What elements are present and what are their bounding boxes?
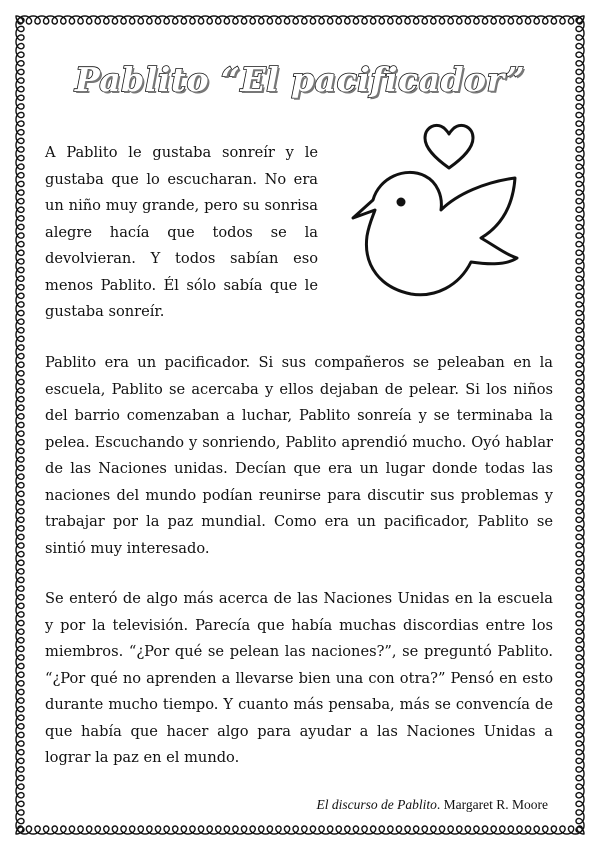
dove-body <box>353 172 517 294</box>
dove-eye <box>397 198 406 207</box>
book-author: Margaret R. Moore <box>443 797 548 812</box>
paragraph-2: Pablito era un pacificador. Si sus compañeros se peleaban en la escuela, Pablito se acercaba y ellos dejaban de pelear. Si los niños del barrio comenzaban a luchar, Pablito sonreía y se terminaba la pelea. Escuchando y sonriendo, Pablito aprendió mucho. Oyó hablar de las Naciones unidas. Decían que era un lugar donde todas las naciones del mundo podían reunirse para discutir sus problemas y trabajar por la paz mundial. Como era un pacificador, Pablito se sintió muy interesado. <box>45 354 553 557</box>
citation-separator: . <box>436 797 444 812</box>
heart-shape <box>425 125 473 168</box>
paragraph-3: Se enteró de algo más acerca de las Naciones Unidas en la escuela y por la televisión. Parecía que había muchas discordias entre los miembros. “¿Por qué se pelean las naciones?”, se preguntó Pablito. “¿Por qué no aprenden a llevarse bien una con otra?” Pensó en esto durante mucho tiempo. Y cuanto más pensaba, más se convencía de que había que hacer algo para ayudar a las Naciones Unidas a lograr la paz en el mundo. <box>45 590 553 766</box>
book-title: El discurso de Pablito <box>316 797 437 812</box>
page-title: Pablito “El pacificador” <box>74 60 526 99</box>
source-citation <box>317 797 548 813</box>
paragraph-1: A Pablito le gustaba sonreír y le gustaba que lo escucharan. No era un niño muy grande, pero su sonrisa alegre hacía que todos se la devolvieran. Y todos sabían eso menos Pablito. Él sólo sabía que le gustaba sonreír. <box>45 144 318 320</box>
dove-with-heart-icon <box>345 118 530 318</box>
